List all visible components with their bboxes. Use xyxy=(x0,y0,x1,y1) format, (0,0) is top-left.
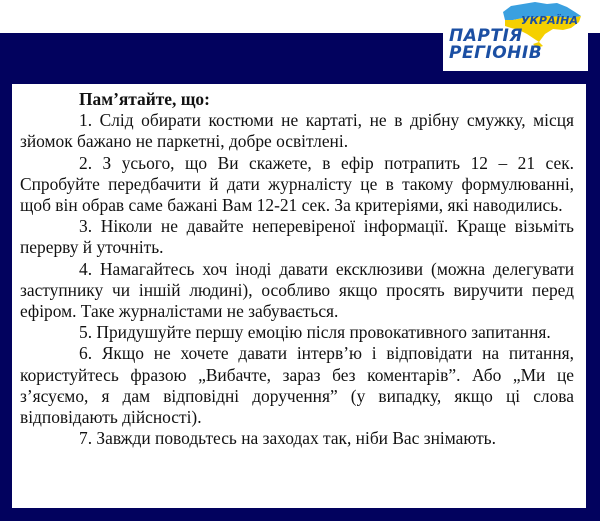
logo-party-line1: ПАРТІЯ xyxy=(449,26,523,46)
list-item: 6. Якщо не хочете давати інтерв’ю і відповідати на питання, користуйтесь фразою „Вибачте, зараз без коментарів”. Або „Ми це з’ясуємо, я дам відповідні доручення” (у випадку, якщо ці слова відповідають дійсності). xyxy=(20,343,574,428)
list-item: 7. Завжди поводьтесь на заходах так, ніби Вас знімають. xyxy=(79,428,496,449)
logo-party-line2: РЕГІОНІВ xyxy=(449,43,543,63)
list-item: 3. Ніколи не давайте неперевіреної інформації. Краще візьміть перерву й уточніть. xyxy=(20,216,574,258)
content-heading: Пам’ятайте, що: xyxy=(79,89,210,109)
party-logo xyxy=(443,0,588,71)
list-item: 2. З усього, що Ви скажете, в ефір потрапить 12 – 21 сек. Спробуйте передбачити й дати журналісту це в такому формулюванні, щоб він обрав саме бажані Вам 12-21 сек. За критеріями, які наводились. xyxy=(20,152,574,216)
list-item: 5. Придушуйте першу емоцію після провокативного запитання. xyxy=(79,322,551,343)
logo-party-name xyxy=(449,28,542,62)
logo-country-label: УКРАЇНА xyxy=(521,14,579,27)
list-item: 1. Слід обирати костюми не картаті, не в дрібну смужку, місця зйомок бажано не паркетні, добре освітлені. xyxy=(20,110,574,152)
list-item: 4. Намагайтесь хоч іноді давати ексклюзиви (можна делегувати заступнику чи іншій людині), особливо якщо просять виручити перед ефіром. Таке журналістами не забувається. xyxy=(20,258,574,322)
content-panel xyxy=(12,84,586,508)
